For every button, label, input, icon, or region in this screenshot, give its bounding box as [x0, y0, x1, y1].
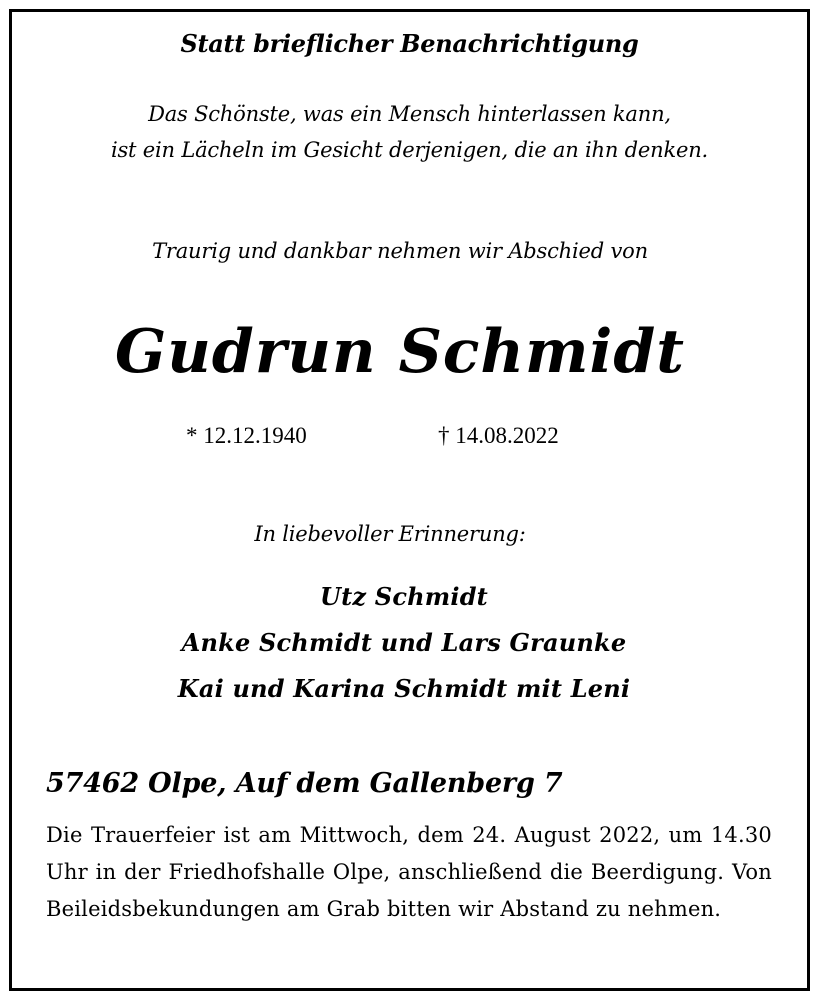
mourners-list — [0, 574, 808, 712]
memory-label: In liebevoller Erinnerung: — [254, 522, 526, 546]
quote-block — [12, 96, 807, 168]
funeral-service-text: Die Trauerfeier ist am Mittwoch, dem 24. August 2022, um 14.30 Uhr in der Friedhofshalle Olpe, anschließend die Beerdigung. Von Beileidsbekundungen am Grab bitten wir Abstand zu nehmen. — [46, 823, 772, 921]
mourner-name: Anke Schmidt und Lars Graunke — [181, 628, 627, 657]
quote-line: ist ein Lächeln im Gesicht derjenigen, die an ihn denken. — [110, 138, 709, 162]
farewell-intro: Traurig und dankbar nehmen wir Abschied von — [152, 239, 648, 263]
notice-heading: Statt brieflicher Benachrichtigung — [180, 29, 639, 58]
family-address: 57462 Olpe, Auf dem Gallenberg 7 — [46, 768, 563, 799]
birth-date: * 12.12.1940 — [186, 423, 307, 448]
deceased-name: Gudrun Schmidt — [115, 317, 685, 387]
mourner-name: Utz Schmidt — [320, 582, 488, 611]
mourner-name: Kai und Karina Schmidt mit Leni — [177, 674, 631, 703]
death-date: † 14.08.2022 — [438, 423, 559, 448]
quote-line: Das Schönste, was ein Mensch hinterlassen kann, — [148, 102, 671, 126]
